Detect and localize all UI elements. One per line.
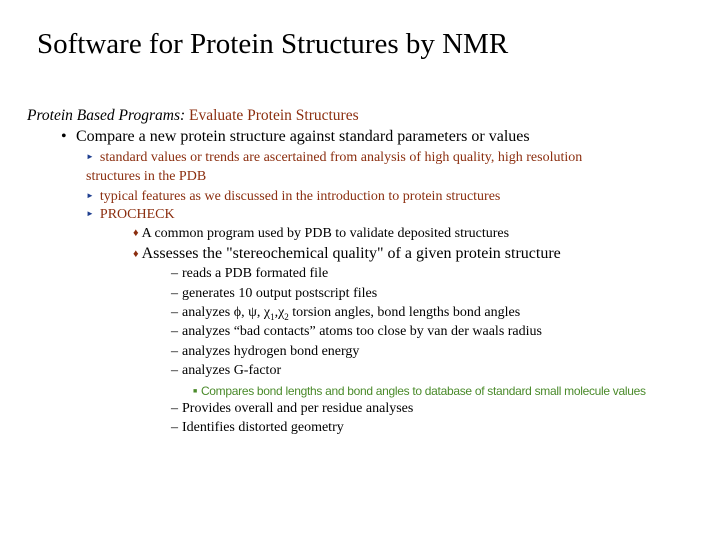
sub-item-text: standard values or trends are ascertained from analysis of high quality, high resolution <box>99 150 583 165</box>
dash-item-torsion <box>171 305 520 322</box>
dash-item-text: analyzes “bad contacts” atoms too close by van der waals radius <box>182 324 542 339</box>
dash-icon: – <box>171 344 178 359</box>
arrow-icon: ► <box>86 152 94 161</box>
procheck-item <box>133 245 561 263</box>
dash-icon: – <box>171 401 178 416</box>
dash-item <box>171 266 328 282</box>
dash-item-text: generates 10 output postscript files <box>182 286 378 301</box>
sub-item-typical <box>86 189 500 205</box>
chi-subscript-2: 2 <box>284 311 289 322</box>
dash-item <box>171 344 359 360</box>
procheck-item <box>133 226 509 242</box>
green-note <box>193 384 646 398</box>
diamond-icon: ♦ <box>133 248 139 260</box>
dash-item-text: Identifies distorted geometry <box>182 420 344 435</box>
dash-item-text: reads a PDB formated file <box>182 266 329 281</box>
dash-item <box>171 363 281 379</box>
chi-subscript-1: 1 <box>270 311 275 322</box>
dash-item <box>171 401 413 417</box>
dash-item-text: analyzes hydrogen bond energy <box>182 344 360 359</box>
dash-icon: – <box>171 286 178 301</box>
arrow-icon: ► <box>86 191 94 200</box>
procheck-item-text: A common program used by PDB to validate deposited structures <box>141 226 510 241</box>
heading-label: Protein Based Programs: <box>27 107 186 124</box>
torsion-suffix: torsion angles, bond lengths bond angles <box>288 305 521 320</box>
psi-symbol: ψ <box>248 305 257 320</box>
separator: , <box>256 305 264 320</box>
sub-item-standard-cont: structures in the PDB <box>86 169 207 184</box>
chi-symbol: χ <box>263 305 271 320</box>
diamond-icon: ♦ <box>133 227 139 239</box>
arrow-icon: ► <box>86 209 94 218</box>
heading-highlight: Evaluate Protein Structures <box>189 107 359 124</box>
slide-title: Software for Protein Structures by NMR <box>37 28 509 60</box>
main-bullet <box>61 128 530 146</box>
phi-symbol: ϕ <box>233 305 242 320</box>
bullet-dot-icon: • <box>61 128 67 145</box>
dash-item-text: Provides overall and per residue analyses <box>182 401 414 416</box>
sub-item-text: typical features as we discussed in the introduction to protein structures <box>99 189 501 204</box>
separator: , <box>241 305 249 320</box>
procheck-item-text: Assesses the "stereochemical quality" of a given protein structure <box>141 245 561 262</box>
dash-item <box>171 420 344 436</box>
dash-icon: – <box>171 420 178 435</box>
dash-item-text: analyzes G-factor <box>182 363 282 378</box>
dash-icon: – <box>171 266 178 281</box>
square-bullet-icon: ■ <box>193 388 197 395</box>
green-note-text: Compares bond lengths and bond angles to database of standard small molecule values <box>200 384 646 398</box>
dash-icon: – <box>171 305 178 320</box>
torsion-prefix: analyzes <box>182 305 234 320</box>
dash-icon: – <box>171 324 178 339</box>
dash-item <box>171 324 542 340</box>
separator: , <box>274 305 279 320</box>
main-bullet-text: Compare a new protein structure against standard parameters or values <box>76 128 530 145</box>
sub-item-standard <box>86 150 582 166</box>
sub-item-procheck <box>86 207 175 223</box>
section-heading <box>27 107 359 125</box>
dash-icon: – <box>171 363 178 378</box>
dash-item <box>171 286 377 302</box>
chi-symbol: χ <box>278 305 285 320</box>
sub-item-text: PROCHECK <box>99 207 175 222</box>
